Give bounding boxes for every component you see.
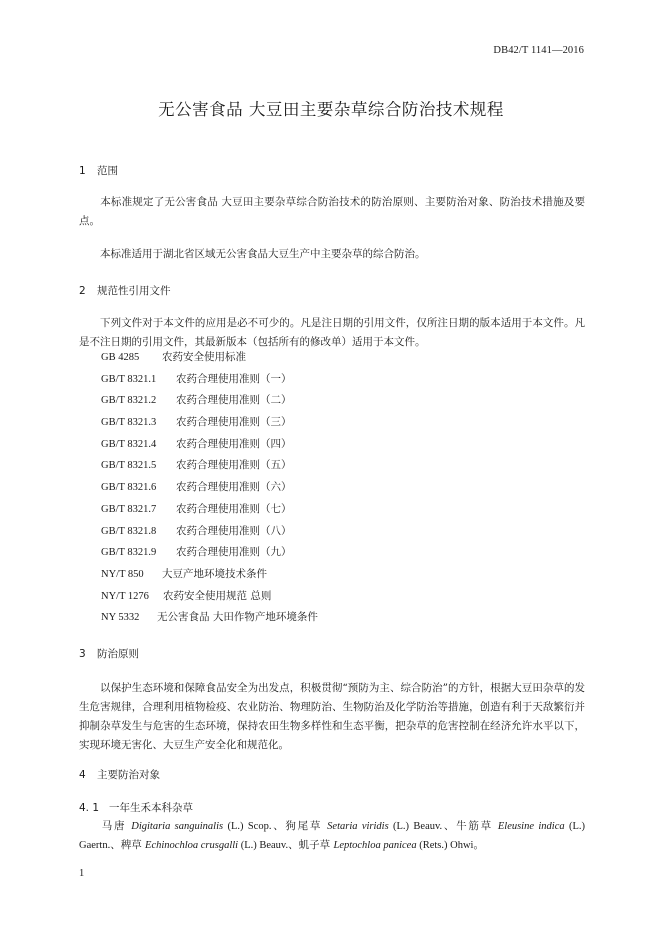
weed-common-name: 马唐	[100, 820, 127, 832]
reference-item	[101, 477, 318, 499]
document-code: DB42/T 1141—2016	[493, 45, 584, 56]
reference-title: 农药合理使用准则（七）	[176, 502, 292, 515]
reference-title: 农药合理使用准则（三）	[176, 416, 292, 429]
paragraph-text: 本标准规定了无公害食品 大豆田主要杂草综合防治技术的防治原则、主要防治对象、防治技术措施及要点。	[79, 196, 585, 227]
reference-item	[101, 347, 318, 369]
section-3-paragraph-1	[79, 679, 585, 755]
weed-scientific-name: Eleusine indica (L.) Gaertn.	[79, 821, 585, 851]
section-4-heading	[79, 767, 160, 782]
reference-item	[101, 455, 318, 477]
weed-scientific-name: Setaria viridis (L.) Beauv.	[327, 821, 443, 832]
reference-title: 大豆产地环境技术条件	[162, 567, 267, 580]
section-2-heading	[79, 283, 171, 298]
reference-item	[101, 434, 318, 456]
reference-item	[101, 542, 318, 564]
reference-item	[101, 412, 318, 434]
section-number: 3	[79, 648, 86, 660]
section-title: 规范性引用文件	[97, 285, 171, 297]
section-title: 主要防治对象	[97, 769, 160, 781]
reference-title: 农药合理使用准则（八）	[176, 524, 292, 537]
normative-reference-list	[101, 347, 318, 629]
section-1-paragraph-2	[79, 245, 585, 264]
weed-scientific-name: Echinochloa crusgalli (L.) Beauv.	[145, 840, 289, 851]
reference-item	[101, 607, 318, 629]
weed-scientific-name: Leptochloa panicea (Rets.) Ohwi	[333, 840, 474, 851]
reference-code: GB/T 8321.4	[101, 438, 157, 450]
section-title: 防治原则	[97, 648, 139, 660]
weed-common-name: 狗尾草	[285, 820, 323, 832]
subsection-4-1-heading	[79, 800, 193, 815]
weed-common-name: 虮子草	[298, 839, 331, 851]
reference-code: GB/T 8321.9	[101, 547, 157, 559]
weed-entry: 狗尾草 Setaria viridis (L.) Beauv.、	[285, 820, 457, 832]
weed-common-name: 稗草	[120, 839, 142, 851]
section-number: 2	[79, 285, 86, 297]
reference-code: GB/T 8321.8	[101, 525, 157, 537]
reference-title: 农药合理使用准则（一）	[176, 372, 292, 385]
reference-item	[101, 390, 318, 412]
paragraph-text: 下列文件对于本文件的应用是必不可少的。凡是注日期的引用文件，仅所注日期的版本适用于本文件。凡是不注日期的引用文件，其最新版本（包括所有的修改单）适用于本文件。	[79, 317, 585, 348]
reference-item	[101, 369, 318, 391]
reference-code: NY/T 850	[101, 568, 144, 580]
reference-code: GB/T 8321.1	[101, 373, 157, 385]
reference-title: 无公害食品 大田作物产地环境条件	[157, 611, 318, 624]
subsection-number: 4. 1	[79, 802, 100, 814]
weed-entry: 虮子草 Leptochloa panicea (Rets.) Ohwi。	[298, 839, 484, 851]
section-title: 范围	[97, 165, 118, 177]
reference-title: 农药安全使用标准	[162, 351, 246, 363]
reference-code: NY 5332	[101, 612, 140, 624]
reference-item	[101, 564, 318, 586]
weed-entry: 马唐 Digitaria sanguinalis (L.) Scop.、	[100, 820, 286, 832]
reference-item	[101, 499, 318, 521]
reference-code: NY/T 1276	[101, 590, 149, 602]
reference-title: 农药合理使用准则（五）	[176, 459, 292, 472]
weed-species-paragraph	[79, 817, 585, 855]
reference-code: GB/T 8321.3	[101, 417, 157, 429]
reference-title: 农药合理使用准则（四）	[176, 437, 292, 450]
reference-title: 农药安全使用规范 总则	[163, 589, 272, 602]
document-title: 无公害食品 大豆田主要杂草综合防治技术规程	[158, 100, 504, 119]
weed-entry: 牛筋草 Eleusine indica (L.) Gaertn.、	[79, 820, 585, 851]
weed-common-name: 牛筋草	[456, 820, 493, 832]
reference-title: 农药合理使用准则（六）	[176, 481, 292, 494]
reference-code: GB 4285	[101, 352, 140, 363]
section-3-heading	[79, 646, 139, 661]
weed-entry: 稗草 Echinochloa crusgalli (L.) Beauv.、	[120, 839, 299, 851]
reference-code: GB/T 8321.2	[101, 395, 157, 407]
page-number: 1	[79, 868, 85, 879]
subsection-title: 一年生禾本科杂草	[109, 802, 193, 814]
paragraph-text: 以保护生态环境和保障食品安全为出发点，积极贯彻“预防为主、综合防治”的方针，根据大豆田杂草的发生危害规律，合理利用植物检疫、农业防治、物理防治、生物防治及化学防治等措施，创造有利于天敌繁衍并抑制杂草发生与危害的生态环境，保持农田生物多样性和生态平衡，把杂草的危害控制在经济允许水平以下，实现环境无害化、大豆生产安全化和规范化。	[79, 682, 585, 751]
reference-item	[101, 586, 318, 608]
reference-title: 农药合理使用准则（九）	[176, 546, 292, 559]
weed-scientific-name: Digitaria sanguinalis (L.) Scop.	[131, 821, 272, 832]
reference-item	[101, 521, 318, 543]
section-number: 1	[79, 165, 86, 177]
reference-code: GB/T 8321.5	[101, 460, 157, 472]
paragraph-text: 本标准适用于湖北省区域无公害食品大豆生产中主要杂草的综合防治。	[100, 248, 426, 260]
reference-code: GB/T 8321.7	[101, 503, 157, 515]
section-1-heading	[79, 163, 118, 178]
section-number: 4	[79, 769, 86, 781]
section-1-paragraph-1	[79, 193, 585, 231]
reference-title: 农药合理使用准则（二）	[176, 394, 292, 407]
reference-code: GB/T 8321.6	[101, 482, 157, 494]
